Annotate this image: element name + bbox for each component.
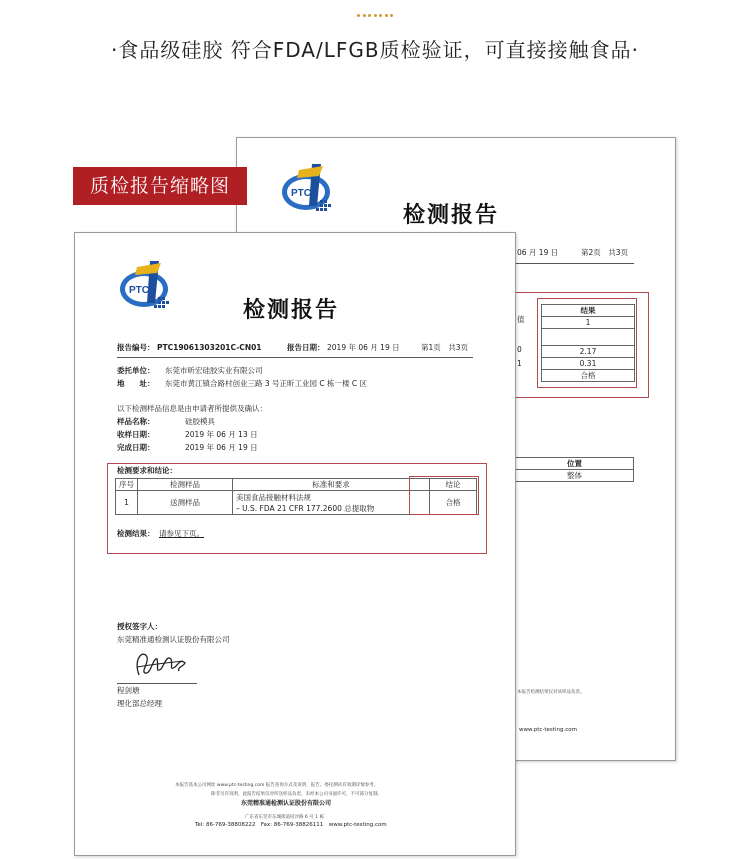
signer-label: 授权签字人： xyxy=(117,622,162,631)
back-position-header: 位置 xyxy=(516,458,634,470)
sample-value: 硅胶模具 xyxy=(185,417,215,426)
back-page-number: 第2页 共3页 xyxy=(581,248,629,257)
sample-label: 样品名称： xyxy=(117,417,155,426)
row-sample: 送测样品 xyxy=(138,491,233,515)
decorative-dots xyxy=(357,14,393,18)
back-report-title: 检测报告 xyxy=(403,203,500,228)
report-date-label: 报告日期： xyxy=(287,343,325,352)
back-col-partial: 值 xyxy=(517,315,525,324)
signer-company: 东莞精准通检测认证股份有限公司 xyxy=(117,635,230,644)
row-standard xyxy=(233,491,430,515)
report-no: PTC19061303201C-CN01 xyxy=(157,343,262,352)
back-date-fragment: 06 月 19 日 xyxy=(517,248,559,257)
signature-line xyxy=(117,683,197,684)
received-label: 收样日期： xyxy=(117,430,155,439)
col-conclusion-header: 结论 xyxy=(430,479,477,491)
ptc-logo-icon xyxy=(279,162,339,220)
footer-contact: Tel: 86-769-38808222 Fax: 86-769-38826111 www.ptc-testing.com xyxy=(195,822,387,828)
back-result-2: 2.17 xyxy=(542,346,635,358)
received-value: 2019 年 06 月 13 日 xyxy=(185,430,258,439)
client-label: 委托单位： xyxy=(117,366,155,375)
svg-text:PTC: PTC xyxy=(291,188,311,199)
results-text: 请参见下页。 xyxy=(159,529,204,538)
back-result-header: 结果 xyxy=(542,305,635,317)
page-headline: ·食品级硅胶 符合FDA/LFGB质检验证，可直接接触食品· xyxy=(111,38,639,62)
signature-image xyxy=(129,645,189,681)
back-divider xyxy=(516,263,634,264)
results-label: 检测结果： xyxy=(117,529,155,538)
footer-address: 广东省东莞市东城街道同沙路 6 号 1 栋 xyxy=(245,815,324,820)
back-position-value: 整体 xyxy=(516,470,634,482)
row-conclusion: 合格 xyxy=(430,491,477,515)
address-label: 地 址： xyxy=(117,379,155,388)
col-no-header: 序号 xyxy=(116,479,138,491)
back-left-value-1: 0 xyxy=(517,345,522,354)
back-result-1: 1 xyxy=(542,317,635,329)
signer-name: 程剑塘 xyxy=(117,686,140,695)
back-results-table xyxy=(541,304,635,382)
back-left-value-2: 1 xyxy=(517,359,522,368)
report-date: 2019 年 06 月 19 日 xyxy=(327,343,400,352)
report-thumbnail-badge: 质检报告缩略图 xyxy=(73,167,247,205)
sample-intro: 以下检测样品信息是由申请者所提供及确认： xyxy=(117,404,267,413)
conclusion-red-box xyxy=(409,476,479,515)
svg-text:PTC: PTC xyxy=(129,285,149,296)
front-report-page xyxy=(74,232,516,856)
footer-company: 东莞精准通检测认证股份有限公司 xyxy=(241,800,332,807)
signer-title: 理化部总经理 xyxy=(117,699,162,708)
standard-line-1: 美国食品接触材料法规 xyxy=(236,492,311,502)
front-report-title: 检测报告 xyxy=(243,298,340,323)
back-result-4: 合格 xyxy=(542,370,635,382)
col-sample-header: 检测样品 xyxy=(138,479,233,491)
row-no: 1 xyxy=(116,491,138,515)
footer-fine-1: 本报告基本公司网址 www.ptc-testing.com 报告查询方式及说明，报告、委托测试有效期详情参考。 xyxy=(175,783,379,788)
standard-line-2: – U.S. FDA 21 CFR 177.2600 总提取物 xyxy=(236,503,375,513)
front-page-number: 第1页 共3页 xyxy=(421,343,469,352)
back-note-1: 本报告检测结果仅对该样品负责。 xyxy=(517,690,585,695)
col-standard-header: 标准和要求 xyxy=(233,479,430,491)
front-divider xyxy=(117,357,473,358)
back-result-3: 0.31 xyxy=(542,358,635,370)
ptc-logo-icon xyxy=(117,259,177,317)
address-value: 东莞市黄江镇合路村创业三路 3 号正昕工业园 C 栋一楼 C 区 xyxy=(165,379,368,388)
client-value: 东莞市昕宏硅胶实业有限公司 xyxy=(165,366,263,375)
completed-label: 完成日期： xyxy=(117,443,155,452)
footer-fine-2: 除非另有说明，此报告结果仅对所送样品负责，未经本公司书面许可，不可部分复制。 xyxy=(211,792,382,797)
requirements-title: 检测要求和结论： xyxy=(117,466,177,475)
report-no-label: 报告编号： xyxy=(117,343,155,352)
completed-value: 2019 年 06 月 19 日 xyxy=(185,443,258,452)
back-position-table xyxy=(516,457,634,482)
back-note-website: www.ptc-testing.com xyxy=(519,727,577,733)
